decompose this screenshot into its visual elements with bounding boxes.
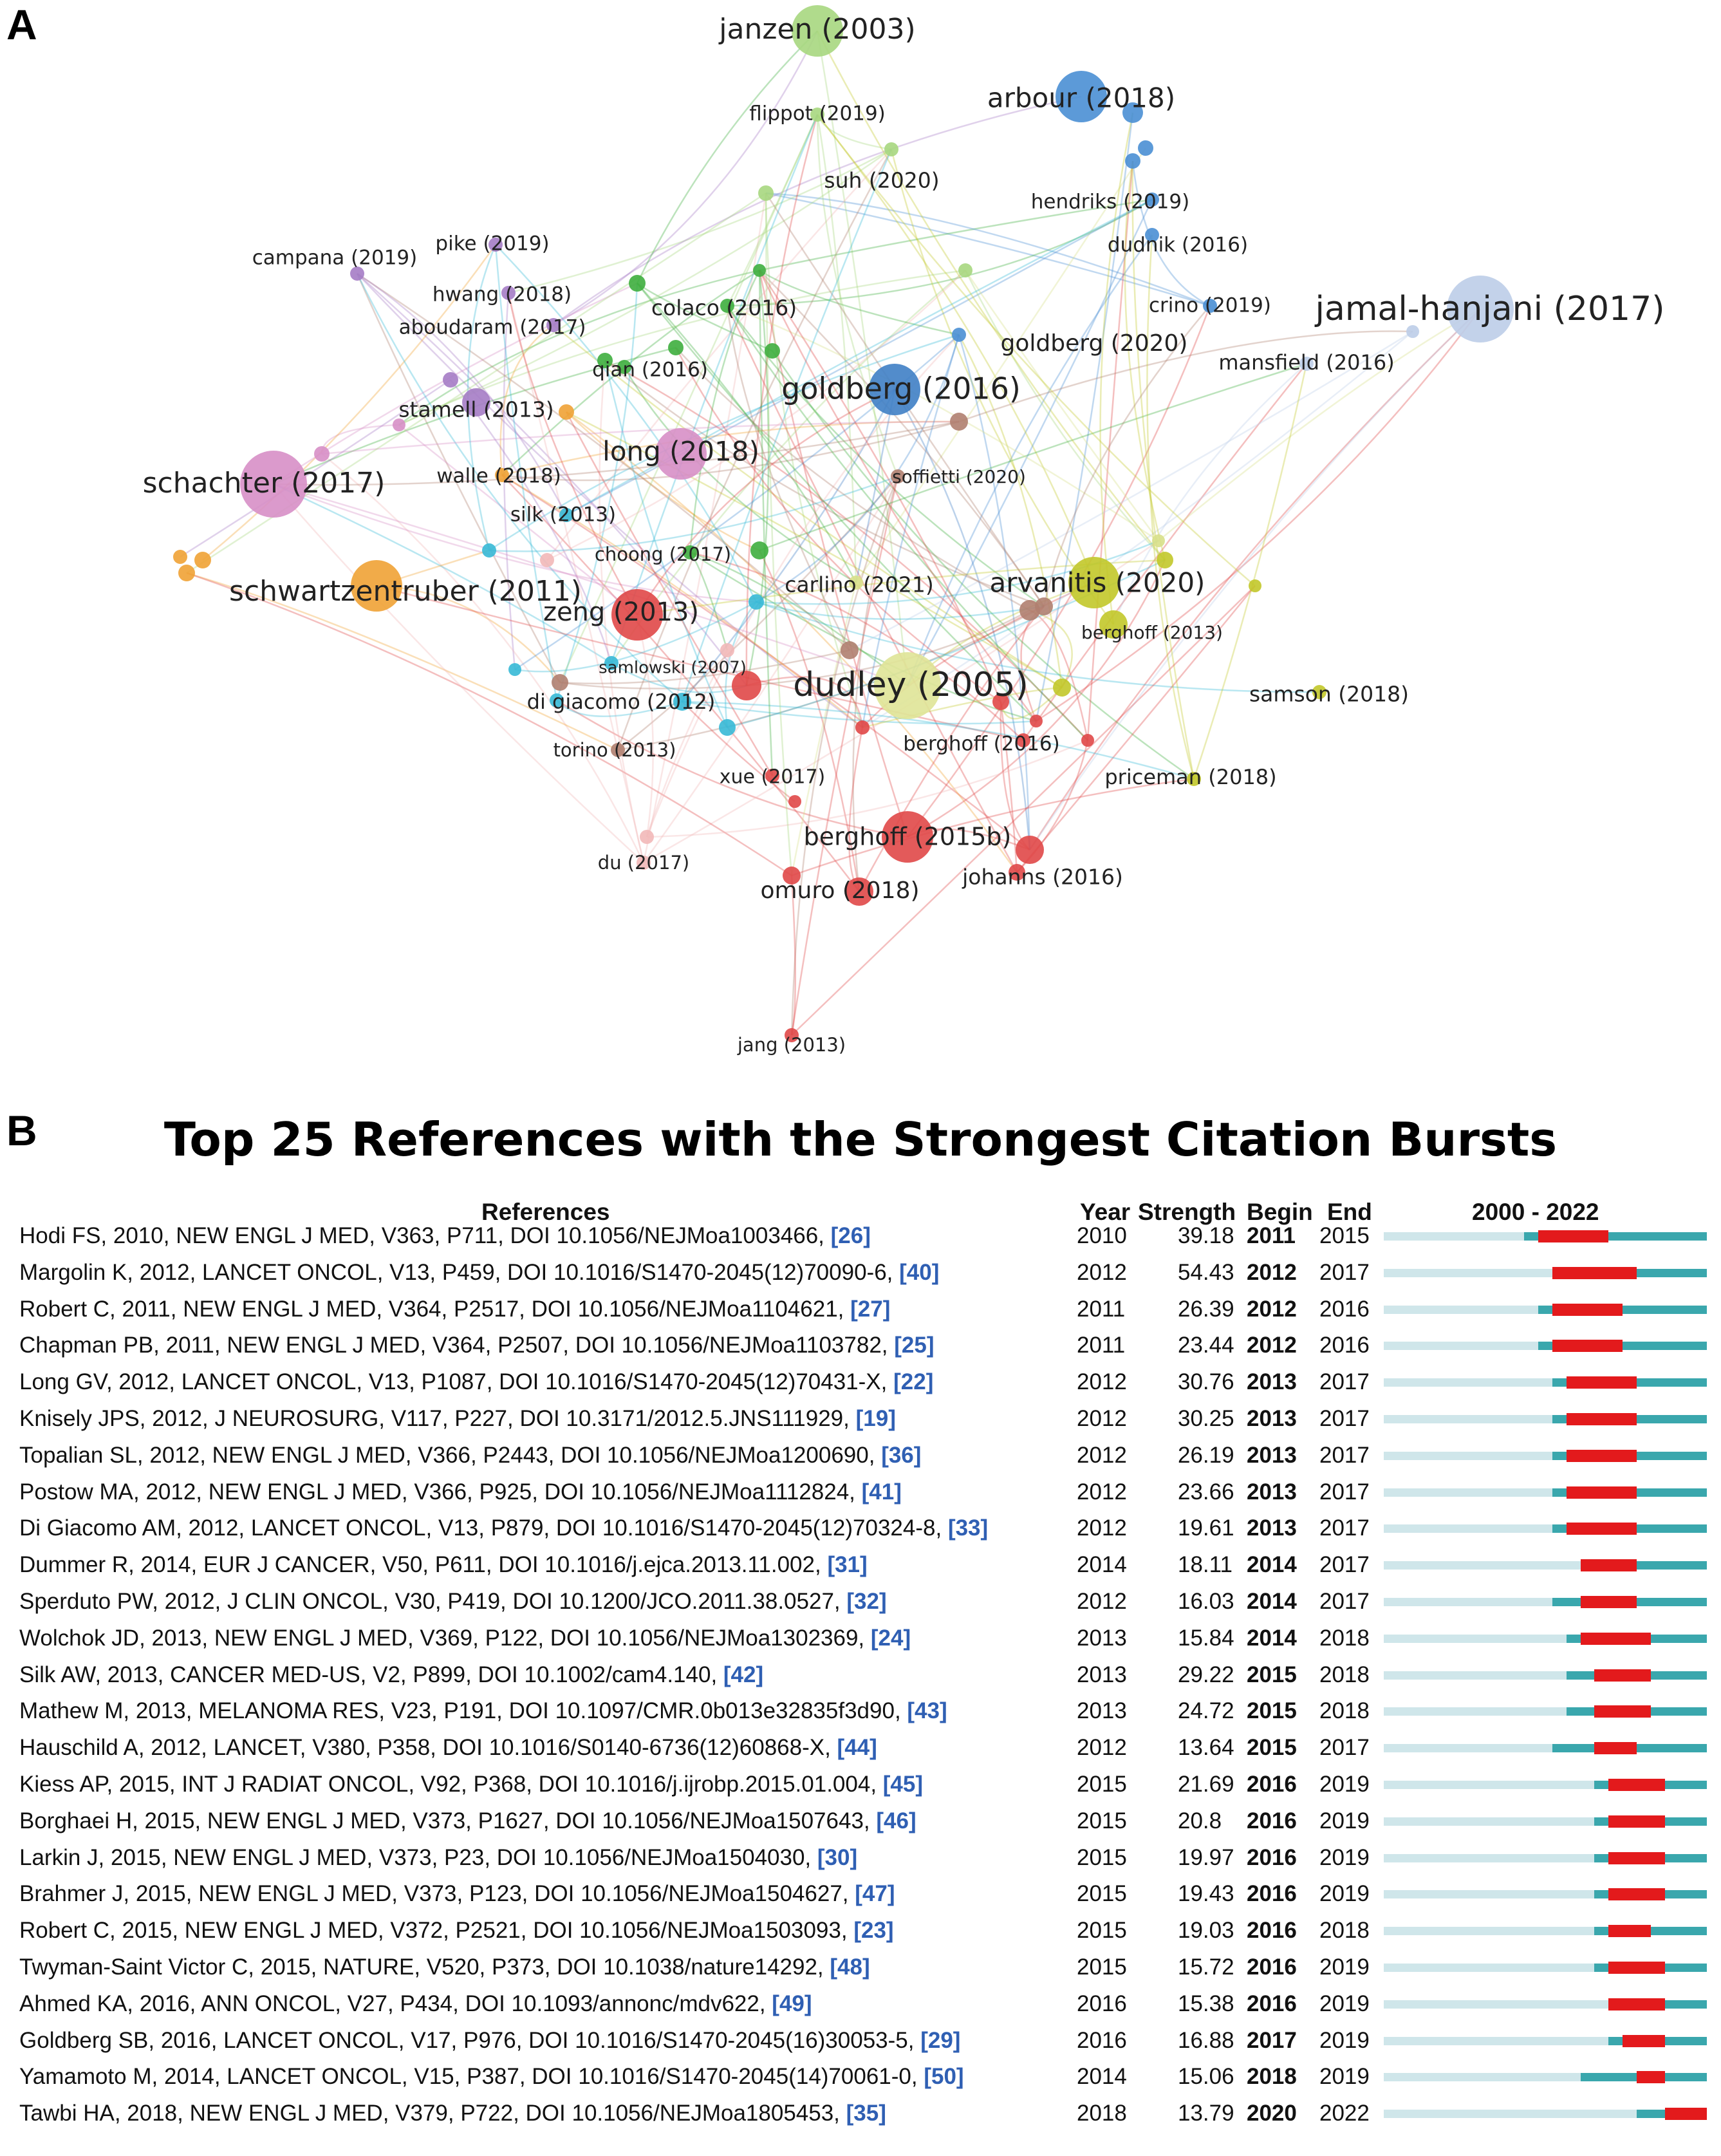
begin-cell: 2016 <box>1247 1918 1297 1944</box>
network-node-label: jang (2013) <box>737 1034 846 1056</box>
year-cell: 2012 <box>1077 1515 1127 1541</box>
network-node-label: berghoff (2015b) <box>803 822 1012 851</box>
year-cell: 2010 <box>1077 1223 1127 1248</box>
reference-citation: Long GV, 2012, LANCET ONCOL, V13, P1087, DOI 10.1016/S1470-2045(12)70431-X, <box>19 1369 894 1395</box>
end-cell: 2017 <box>1319 1589 1370 1614</box>
begin-cell: 2013 <box>1247 1479 1297 1505</box>
burst-segment <box>1665 2108 1707 2120</box>
network-node-label: qian (2016) <box>592 358 708 382</box>
reference-citation: Yamamoto M, 2014, LANCET ONCOL, V15, P387, DOI 10.1016/S1470-2045(14)70061-0, <box>19 2064 924 2090</box>
reference-number: [44] <box>837 1735 877 1761</box>
reference-text <box>19 1698 1075 1724</box>
network-node-label: omuro (2018) <box>760 877 920 904</box>
network-node-label: stamell (2013) <box>398 397 554 422</box>
burst-segment <box>1567 1523 1637 1535</box>
reference-citation: Topalian SL, 2012, NEW ENGL J MED, V366, P2443, DOI 10.1056/NEJMoa1200690, <box>19 1442 882 1468</box>
year-cell: 2013 <box>1077 1662 1127 1687</box>
burst-segment <box>1581 1596 1637 1608</box>
end-cell: 2017 <box>1319 1369 1370 1395</box>
reference-text <box>19 1918 1075 1944</box>
reference-citation: Sperduto PW, 2012, J CLIN ONCOL, V30, P419, DOI 10.1200/JCO.2011.38.0527, <box>19 1589 847 1614</box>
timeline-before <box>1384 1744 1552 1752</box>
year-cell: 2012 <box>1077 1406 1127 1431</box>
year-cell: 2015 <box>1077 1881 1127 1907</box>
burst-segment <box>1608 1852 1664 1864</box>
reference-text <box>19 1443 1075 1468</box>
timeline-before <box>1384 1817 1594 1826</box>
reference-number: [46] <box>876 1808 916 1833</box>
timeline-before <box>1384 1452 1552 1460</box>
burst-segment <box>1594 1705 1650 1718</box>
network-node-label: long (2018) <box>602 435 759 467</box>
timeline-before <box>1384 1781 1594 1789</box>
strength-cell: 24.72 <box>1178 1698 1234 1724</box>
strength-cell: 30.76 <box>1178 1369 1234 1395</box>
reference-number: [36] <box>881 1442 922 1468</box>
reference-citation: Tawbi HA, 2018, NEW ENGL J MED, V379, P722, DOI 10.1056/NEJMoa1805453, <box>19 2101 846 2126</box>
network-node-label: suh (2020) <box>824 167 940 193</box>
begin-cell: 2013 <box>1247 1369 1297 1395</box>
reference-citation: Dummer R, 2014, EUR J CANCER, V50, P611, DOI 10.1016/j.ejca.2013.11.002, <box>19 1552 828 1578</box>
network-node-label: goldberg (2016) <box>781 371 1021 406</box>
reference-number: [33] <box>947 1515 989 1541</box>
network-node-label: johanns (2016) <box>962 864 1123 890</box>
reference-text <box>19 1260 1075 1286</box>
reference-text <box>19 1515 1075 1541</box>
reference-text <box>19 2028 1075 2054</box>
network-node-label: mansfield (2016) <box>1218 350 1395 375</box>
timeline-before <box>1384 1488 1552 1497</box>
burst-segment <box>1552 1340 1623 1352</box>
timeline-before <box>1384 1964 1594 1972</box>
burst-segment <box>1581 1633 1651 1645</box>
reference-number: [27] <box>850 1296 891 1322</box>
header-strength: Strength <box>1138 1199 1236 1225</box>
reference-text <box>19 1552 1075 1578</box>
end-cell: 2017 <box>1319 1479 1370 1505</box>
network-node-label: samlowski (2007) <box>599 658 747 678</box>
burst-segment <box>1567 1413 1637 1425</box>
year-cell: 2012 <box>1077 1259 1127 1285</box>
timeline-before <box>1384 1635 1567 1643</box>
burst-segment <box>1608 1998 1664 2011</box>
timeline-before <box>1384 2073 1581 2081</box>
year-cell: 2015 <box>1077 1808 1127 1833</box>
network-node-label: dudnik (2016) <box>1107 233 1249 257</box>
network-node-label: pike (2019) <box>435 232 550 256</box>
reference-number: [45] <box>882 1772 924 1797</box>
reference-number: [47] <box>855 1881 895 1907</box>
burst-segment <box>1594 1669 1650 1682</box>
reference-citation: Robert C, 2011, NEW ENGL J MED, V364, P2517, DOI 10.1056/NEJMoa1104621, <box>19 1296 851 1322</box>
begin-cell: 2016 <box>1247 1991 1297 2016</box>
year-cell: 2012 <box>1077 1369 1127 1395</box>
reference-number: [26] <box>830 1223 871 1248</box>
timeline-before <box>1384 1598 1552 1606</box>
strength-cell: 15.84 <box>1178 1625 1234 1651</box>
reference-citation: Robert C, 2015, NEW ENGL J MED, V372, P2521, DOI 10.1056/NEJMoa1503093, <box>19 1918 854 1944</box>
panel-b-label: B <box>6 1107 37 1154</box>
reference-text <box>19 1369 1075 1395</box>
reference-text <box>19 1662 1075 1688</box>
header-year: Year <box>1080 1199 1131 1225</box>
strength-cell: 15.06 <box>1178 2064 1234 2090</box>
burst-segment <box>1581 1559 1637 1571</box>
network-node-label: berghoff (2016) <box>903 732 1060 756</box>
burst-segment <box>1567 1450 1637 1462</box>
reference-number: [25] <box>894 1333 935 1358</box>
network-node-label: campana (2019) <box>252 246 418 270</box>
reference-number: [23] <box>853 1918 894 1944</box>
year-cell: 2016 <box>1077 2027 1127 2053</box>
end-cell: 2019 <box>1319 1881 1370 1907</box>
begin-cell: 2015 <box>1247 1735 1297 1761</box>
reference-number: [35] <box>846 2101 886 2126</box>
begin-cell: 2013 <box>1247 1442 1297 1468</box>
reference-text <box>19 1333 1075 1358</box>
begin-cell: 2012 <box>1247 1259 1297 1285</box>
begin-cell: 2017 <box>1247 2027 1297 2053</box>
timeline-before <box>1384 2037 1608 2045</box>
end-cell: 2018 <box>1319 1698 1370 1724</box>
strength-cell: 26.39 <box>1178 1296 1234 1322</box>
network-node-label: berghoff (2013) <box>1081 622 1223 643</box>
end-cell: 2019 <box>1319 1772 1370 1797</box>
reference-text <box>19 1223 1075 1249</box>
begin-cell: 2016 <box>1247 1844 1297 1870</box>
network-node-label: carlino (2021) <box>785 572 934 597</box>
reference-citation: Hodi FS, 2010, NEW ENGL J MED, V363, P711, DOI 10.1056/NEJMoa1003466, <box>19 1223 831 1248</box>
begin-cell: 2013 <box>1247 1515 1297 1541</box>
network-node-label: di giacomo (2012) <box>526 689 716 714</box>
strength-cell: 26.19 <box>1178 1442 1234 1468</box>
end-cell: 2019 <box>1319 2027 1370 2053</box>
begin-cell: 2011 <box>1247 1223 1296 1248</box>
network-node-label: samson (2018) <box>1249 681 1409 707</box>
timeline-before <box>1384 1707 1567 1716</box>
timeline-before <box>1384 1524 1552 1533</box>
reference-citation: Hauschild A, 2012, LANCET, V380, P358, DOI 10.1016/S0140-6736(12)60868-X, <box>19 1735 837 1761</box>
year-cell: 2018 <box>1077 2101 1127 2126</box>
timeline-before <box>1384 1890 1594 1898</box>
begin-cell: 2014 <box>1247 1589 1297 1614</box>
strength-cell: 30.25 <box>1178 1406 1234 1431</box>
reference-citation: Wolchok JD, 2013, NEW ENGL J MED, V369, P122, DOI 10.1056/NEJMoa1302369, <box>19 1625 871 1651</box>
end-cell: 2017 <box>1319 1735 1370 1761</box>
reference-number: [48] <box>830 1954 870 1980</box>
reference-citation: Knisely JPS, 2012, J NEUROSURG, V117, P227, DOI 10.3171/2012.5.JNS111929, <box>19 1406 856 1431</box>
reference-number: [32] <box>846 1589 887 1614</box>
network-node-label: priceman (2018) <box>1104 765 1277 789</box>
burst-segment <box>1538 1230 1608 1242</box>
begin-cell: 2020 <box>1247 2101 1297 2126</box>
strength-cell: 19.97 <box>1178 1844 1234 1870</box>
reference-text <box>19 1479 1075 1505</box>
year-cell: 2013 <box>1077 1698 1127 1724</box>
reference-text <box>19 1954 1075 1980</box>
reference-number: [43] <box>907 1698 947 1724</box>
network-node-label: dudley (2005) <box>793 666 1028 704</box>
burst-table-title: Top 25 References with the Strongest Citation Bursts <box>163 1112 1558 1167</box>
panel-a-label: A <box>6 1 37 48</box>
end-cell: 2019 <box>1319 1954 1370 1980</box>
year-cell: 2015 <box>1077 1844 1127 1870</box>
year-cell: 2015 <box>1077 1954 1127 1980</box>
end-cell: 2019 <box>1319 1991 1370 2016</box>
begin-cell: 2015 <box>1247 1698 1297 1724</box>
header-references: References <box>481 1199 610 1225</box>
strength-cell: 20.8 <box>1178 1808 1222 1833</box>
end-cell: 2019 <box>1319 1844 1370 1870</box>
strength-cell: 15.38 <box>1178 1991 1234 2016</box>
burst-segment <box>1608 1925 1650 1937</box>
begin-cell: 2012 <box>1247 1333 1297 1358</box>
reference-text <box>19 2064 1075 2090</box>
burst-segment <box>1623 2035 1664 2047</box>
end-cell: 2019 <box>1319 2064 1370 2090</box>
strength-cell: 23.66 <box>1178 1479 1234 1505</box>
network-node-label: arvanitis (2020) <box>989 567 1205 599</box>
timeline-before <box>1384 1342 1538 1350</box>
strength-cell: 16.03 <box>1178 1589 1234 1614</box>
year-cell: 2016 <box>1077 1991 1127 2016</box>
reference-citation: Silk AW, 2013, CANCER MED-US, V2, P899, DOI 10.1002/cam4.140, <box>19 1662 723 1687</box>
year-cell: 2012 <box>1077 1479 1127 1505</box>
strength-cell: 39.18 <box>1178 1223 1234 1248</box>
timeline-before <box>1384 1561 1581 1570</box>
strength-cell: 19.61 <box>1178 1515 1234 1541</box>
burst-segment <box>1637 2071 1665 2083</box>
timeline-before <box>1384 1927 1594 1935</box>
reference-citation: Twyman-Saint Victor C, 2015, NATURE, V520, P373, DOI 10.1038/nature14292, <box>19 1954 830 1980</box>
year-cell: 2013 <box>1077 1625 1127 1651</box>
reference-citation: Larkin J, 2015, NEW ENGL J MED, V373, P23, DOI 10.1056/NEJMoa1504030, <box>19 1844 817 1870</box>
reference-text <box>19 1735 1075 1761</box>
network-node-label: torino (2013) <box>553 739 676 761</box>
strength-cell: 54.43 <box>1178 1259 1234 1285</box>
reference-number: [24] <box>870 1625 911 1651</box>
reference-text <box>19 1406 1075 1432</box>
end-cell: 2022 <box>1319 2101 1370 2126</box>
network-node-label: janzen (2003) <box>719 13 916 46</box>
strength-cell: 21.69 <box>1178 1772 1234 1797</box>
network-node-label: zeng (2013) <box>543 597 700 627</box>
reference-text <box>19 1772 1075 1797</box>
reference-citation: Goldberg SB, 2016, LANCET ONCOL, V17, P976, DOI 10.1016/S1470-2045(16)30053-5, <box>19 2027 921 2053</box>
begin-cell: 2015 <box>1247 1662 1297 1687</box>
strength-cell: 18.11 <box>1178 1552 1233 1578</box>
network-node-label: crino (2019) <box>1149 294 1271 317</box>
reference-citation: Ahmed KA, 2016, ANN ONCOL, V27, P434, DOI 10.1093/annonc/mdv622, <box>19 1991 772 2016</box>
end-cell: 2018 <box>1319 1625 1370 1651</box>
end-cell: 2018 <box>1319 1662 1370 1687</box>
network-node-label: goldberg (2020) <box>1000 330 1188 357</box>
begin-cell: 2016 <box>1247 1954 1297 1980</box>
burst-segment <box>1552 1267 1637 1279</box>
header-end: End <box>1327 1199 1372 1225</box>
timeline-before <box>1384 1269 1552 1277</box>
begin-cell: 2014 <box>1247 1552 1297 1578</box>
reference-text <box>19 1845 1075 1871</box>
network-node-label: flippot (2019) <box>749 102 886 126</box>
year-cell: 2015 <box>1077 1772 1127 1797</box>
burst-segment <box>1567 1376 1637 1389</box>
network-node-label: xue (2017) <box>719 765 826 789</box>
end-cell: 2019 <box>1319 1808 1370 1833</box>
reference-number: [19] <box>855 1406 896 1431</box>
reference-number: [29] <box>920 2027 961 2053</box>
end-cell: 2017 <box>1319 1406 1370 1431</box>
strength-cell: 13.79 <box>1178 2101 1234 2126</box>
strength-cell: 15.72 <box>1178 1954 1234 1980</box>
year-cell: 2014 <box>1077 1552 1127 1578</box>
end-cell: 2015 <box>1319 1223 1370 1248</box>
strength-cell: 19.03 <box>1178 1918 1234 1944</box>
end-cell: 2017 <box>1319 1442 1370 1468</box>
reference-text <box>19 2101 1075 2126</box>
burst-segment <box>1608 1888 1664 1900</box>
year-cell: 2012 <box>1077 1589 1127 1614</box>
begin-cell: 2018 <box>1247 2064 1297 2090</box>
strength-cell: 19.43 <box>1178 1881 1234 1907</box>
reference-text <box>19 1881 1075 1907</box>
begin-cell: 2013 <box>1247 1406 1297 1431</box>
reference-citation: Brahmer J, 2015, NEW ENGL J MED, V373, P123, DOI 10.1056/NEJMoa1504627, <box>19 1881 855 1907</box>
burst-segment <box>1608 1962 1664 1974</box>
network-node-label: silk (2013) <box>510 503 617 527</box>
reference-text <box>19 1991 1075 2017</box>
begin-cell: 2016 <box>1247 1881 1297 1907</box>
network-node-label: arbour (2018) <box>987 82 1176 114</box>
burst-segment <box>1594 1742 1636 1754</box>
end-cell: 2016 <box>1319 1333 1370 1358</box>
timeline-before <box>1384 1378 1552 1387</box>
begin-cell: 2016 <box>1247 1808 1297 1833</box>
reference-number: [40] <box>899 1259 940 1285</box>
network-node-label: aboudaram (2017) <box>398 315 586 339</box>
strength-cell: 29.22 <box>1178 1662 1234 1687</box>
reference-citation: Borghaei H, 2015, NEW ENGL J MED, V373, P1627, DOI 10.1056/NEJMoa1507643, <box>19 1808 877 1833</box>
timeline-before <box>1384 1306 1538 1314</box>
year-cell: 2012 <box>1077 1735 1127 1761</box>
reference-citation: Margolin K, 2012, LANCET ONCOL, V13, P459, DOI 10.1016/S1470-2045(12)70090-6, <box>19 1259 900 1285</box>
reference-number: [31] <box>827 1552 868 1578</box>
burst-segment <box>1608 1779 1664 1791</box>
network-node-label: walle (2018) <box>436 464 561 488</box>
end-cell: 2017 <box>1319 1259 1370 1285</box>
reference-number: [42] <box>723 1662 764 1687</box>
network-node-label: colaco (2016) <box>651 295 797 321</box>
year-cell: 2015 <box>1077 1918 1127 1944</box>
year-cell: 2012 <box>1077 1442 1127 1468</box>
timeline-before <box>1384 1232 1524 1241</box>
end-cell: 2016 <box>1319 1296 1370 1322</box>
end-cell: 2017 <box>1319 1552 1370 1578</box>
network-node-label: jamal-hanjani (2017) <box>1315 290 1665 328</box>
reference-number: [41] <box>861 1479 902 1505</box>
begin-cell: 2016 <box>1247 1772 1297 1797</box>
network-node-label: schwartzentruber (2011) <box>229 575 582 608</box>
reference-citation: Postow MA, 2012, NEW ENGL J MED, V366, P925, DOI 10.1056/NEJMoa1112824, <box>19 1479 862 1505</box>
network-node-label: soffietti (2020) <box>892 466 1026 487</box>
header-period: 2000 - 2022 <box>1472 1199 1599 1225</box>
reference-text <box>19 1808 1075 1834</box>
timeline-before <box>1384 1415 1552 1423</box>
reference-citation: Chapman PB, 2011, NEW ENGL J MED, V364, P2507, DOI 10.1056/NEJMoa1103782, <box>19 1333 895 1358</box>
begin-cell: 2012 <box>1247 1296 1297 1322</box>
network-node-label: hendriks (2019) <box>1030 190 1190 214</box>
year-cell: 2011 <box>1077 1333 1126 1358</box>
network-node-label: du (2017) <box>597 852 690 874</box>
network-node-label: hwang (2018) <box>432 283 572 306</box>
begin-cell: 2014 <box>1247 1625 1297 1651</box>
year-cell: 2014 <box>1077 2064 1127 2090</box>
burst-segment <box>1608 1815 1664 1828</box>
year-cell: 2011 <box>1077 1296 1126 1322</box>
header-begin: Begin <box>1247 1199 1313 1225</box>
strength-cell: 16.88 <box>1178 2027 1234 2053</box>
network-node-label: choong (2017) <box>594 543 732 565</box>
timeline-before <box>1384 2000 1608 2009</box>
reference-text <box>19 1297 1075 1322</box>
reference-number: [49] <box>772 1991 812 2016</box>
end-cell: 2017 <box>1319 1515 1370 1541</box>
end-cell: 2018 <box>1319 1918 1370 1944</box>
network-node-label: schachter (2017) <box>142 467 386 500</box>
timeline-before <box>1384 1671 1567 1680</box>
burst-segment <box>1567 1486 1637 1499</box>
reference-text <box>19 1589 1075 1615</box>
reference-text <box>19 1626 1075 1651</box>
strength-cell: 13.64 <box>1178 1735 1234 1761</box>
reference-citation: Di Giacomo AM, 2012, LANCET ONCOL, V13, P879, DOI 10.1016/S1470-2045(12)70324-8, <box>19 1515 948 1541</box>
reference-number: [50] <box>924 2064 964 2090</box>
reference-number: [30] <box>817 1844 858 1870</box>
reference-number: [22] <box>893 1369 934 1395</box>
strength-cell: 23.44 <box>1178 1333 1234 1358</box>
reference-citation: Mathew M, 2013, MELANOMA RES, V23, P191, DOI 10.1097/CMR.0b013e32835f3d90, <box>19 1698 907 1724</box>
reference-citation: Kiess AP, 2015, INT J RADIAT ONCOL, V92, P368, DOI 10.1016/j.ijrobp.2015.01.004, <box>19 1772 883 1797</box>
timeline-before <box>1384 2110 1637 2118</box>
burst-segment <box>1552 1304 1623 1316</box>
timeline-before <box>1384 1854 1594 1862</box>
